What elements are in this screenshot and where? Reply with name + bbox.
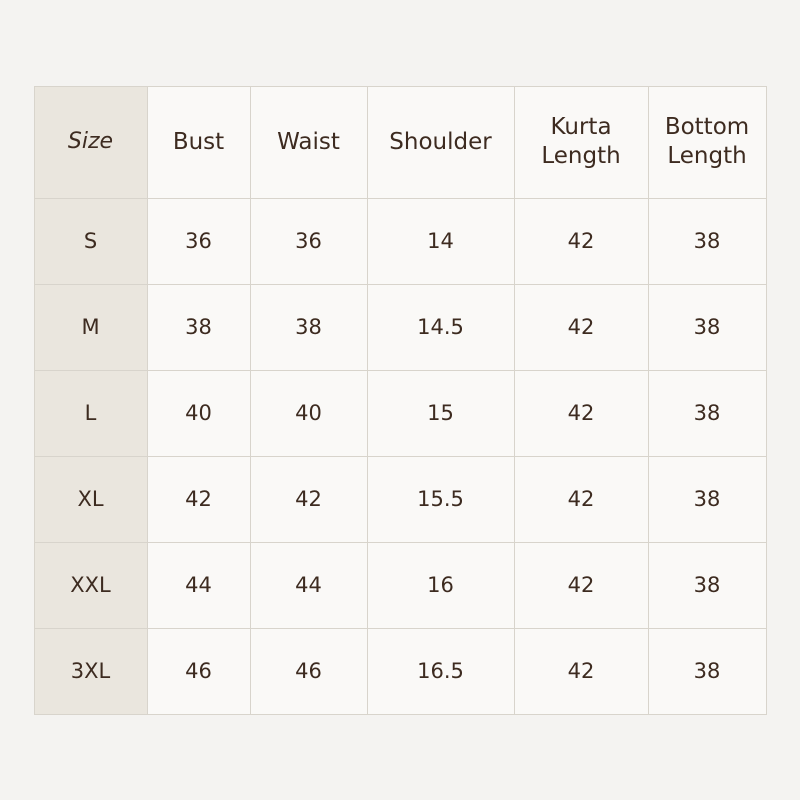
cell-shoulder: 14 (367, 198, 514, 284)
cell-waist: 38 (250, 284, 367, 370)
cell-size: M (34, 284, 147, 370)
cell-waist: 44 (250, 542, 367, 628)
cell-size: 3XL (34, 628, 147, 714)
column-header-bust: Bust (147, 86, 250, 198)
table-body (34, 198, 766, 714)
table-row (34, 628, 766, 714)
size-chart-table (34, 86, 767, 715)
column-header-bottom-length: Bottom Length (648, 86, 766, 198)
cell-bottom-length: 38 (648, 456, 766, 542)
cell-shoulder: 15.5 (367, 456, 514, 542)
cell-bottom-length: 38 (648, 628, 766, 714)
cell-bottom-length: 38 (648, 284, 766, 370)
table-row (34, 370, 766, 456)
cell-kurta-length: 42 (514, 456, 648, 542)
cell-shoulder: 14.5 (367, 284, 514, 370)
cell-kurta-length: 42 (514, 284, 648, 370)
table-row (34, 284, 766, 370)
column-header-size: Size (34, 86, 147, 198)
cell-waist: 46 (250, 628, 367, 714)
column-header-waist: Waist (250, 86, 367, 198)
cell-shoulder: 16 (367, 542, 514, 628)
cell-bottom-length: 38 (648, 198, 766, 284)
cell-waist: 36 (250, 198, 367, 284)
cell-kurta-length: 42 (514, 198, 648, 284)
table-row (34, 456, 766, 542)
column-header-shoulder: Shoulder (367, 86, 514, 198)
cell-bust: 42 (147, 456, 250, 542)
cell-size: XXL (34, 542, 147, 628)
cell-bust: 38 (147, 284, 250, 370)
cell-bust: 46 (147, 628, 250, 714)
cell-bust: 40 (147, 370, 250, 456)
table-header (34, 86, 766, 198)
cell-bust: 36 (147, 198, 250, 284)
cell-waist: 42 (250, 456, 367, 542)
table-row (34, 542, 766, 628)
cell-bust: 44 (147, 542, 250, 628)
cell-shoulder: 15 (367, 370, 514, 456)
cell-shoulder: 16.5 (367, 628, 514, 714)
cell-size: XL (34, 456, 147, 542)
cell-size: S (34, 198, 147, 284)
cell-size: L (34, 370, 147, 456)
cell-waist: 40 (250, 370, 367, 456)
cell-bottom-length: 38 (648, 370, 766, 456)
column-header-kurta-length: Kurta Length (514, 86, 648, 198)
table-row (34, 198, 766, 284)
cell-bottom-length: 38 (648, 542, 766, 628)
cell-kurta-length: 42 (514, 542, 648, 628)
table-header-row (34, 86, 766, 198)
cell-kurta-length: 42 (514, 370, 648, 456)
cell-kurta-length: 42 (514, 628, 648, 714)
